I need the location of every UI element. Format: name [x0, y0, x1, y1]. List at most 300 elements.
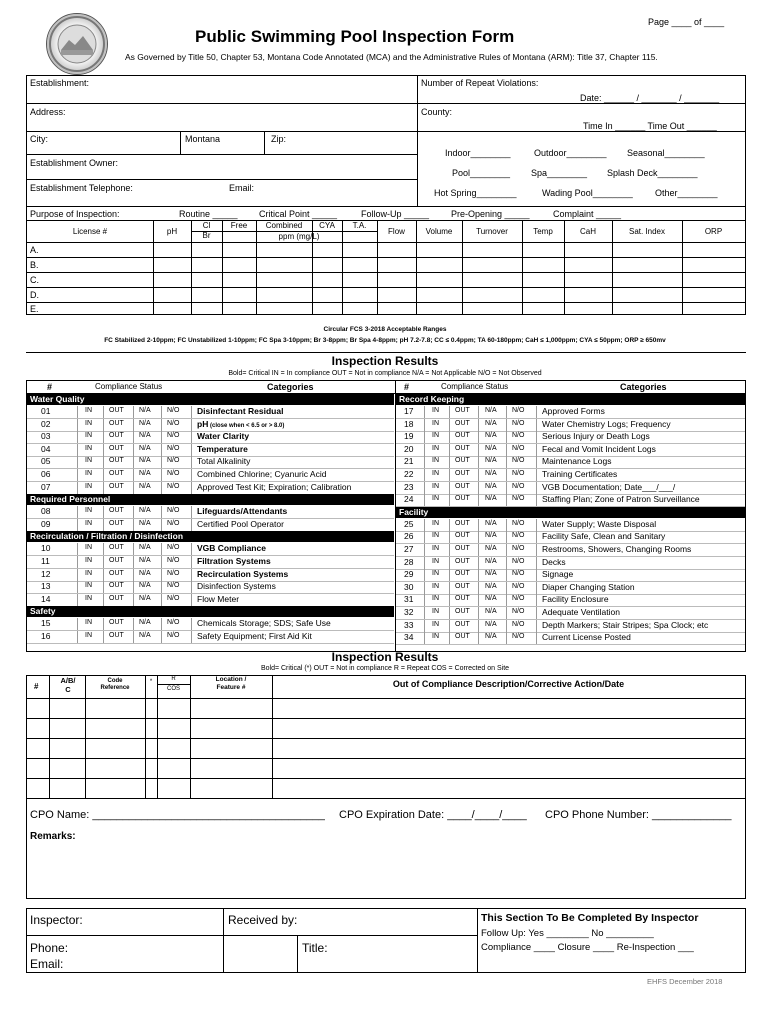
category-label: [542, 519, 656, 529]
status-option-no[interactable]: N/O: [512, 495, 525, 503]
status-option-na[interactable]: N/A: [485, 595, 497, 603]
outcome-field[interactable]: Compliance ____ Closure ____ Re-Inspection ___: [481, 942, 694, 953]
address-field[interactable]: Address:: [30, 107, 66, 117]
category-text: Maintenance Logs: [542, 456, 612, 467]
item-number: 17: [404, 406, 414, 416]
cl-header: Cl: [202, 221, 211, 230]
item-number: 07: [41, 481, 51, 492]
category-label: [197, 469, 326, 479]
ca-star-header: *: [149, 679, 153, 685]
hot-spring-field[interactable]: Hot Spring________: [434, 188, 517, 198]
status-option-in[interactable]: IN: [432, 532, 439, 540]
status-option-no[interactable]: N/O: [167, 432, 180, 440]
status-option-no[interactable]: N/O: [512, 570, 525, 578]
status-option-in[interactable]: IN: [85, 582, 92, 590]
category-label: [542, 419, 671, 429]
results2-title: Inspection Results: [331, 650, 439, 664]
category-text: Training Certificates: [542, 469, 618, 479]
combined-header: Combined: [265, 221, 303, 230]
owner-field[interactable]: Establishment Owner:: [30, 158, 119, 168]
status-option-in[interactable]: IN: [432, 519, 439, 527]
item-number: 13: [41, 581, 51, 592]
item-number: 01: [41, 406, 51, 416]
pre-opening-field[interactable]: Pre-Opening _____: [451, 209, 530, 219]
category-text: Diaper Changing Station: [542, 581, 635, 592]
status-option-na[interactable]: N/A: [485, 470, 497, 477]
category-text: Safety Equipment; First Aid Kit: [197, 631, 312, 641]
results-title: Inspection Results: [331, 354, 439, 368]
time-in-out-field[interactable]: Time In ______ Time Out ______: [583, 121, 717, 131]
item-number: 25: [404, 518, 414, 529]
status-option-na[interactable]: N/A: [485, 407, 497, 414]
status-option-no[interactable]: N/O: [167, 619, 180, 627]
status-option-na[interactable]: N/A: [139, 457, 151, 465]
status-option-na[interactable]: N/A: [485, 633, 497, 641]
status-option-out[interactable]: OUT: [455, 419, 470, 427]
status-option-na[interactable]: N/A: [485, 419, 497, 427]
item-number: 32: [404, 607, 414, 617]
item-number: 28: [404, 556, 414, 567]
status-option-in[interactable]: IN: [85, 632, 92, 639]
temp-header: Temp: [533, 227, 553, 236]
item-number: 16: [41, 631, 51, 641]
status-option-no[interactable]: N/O: [512, 432, 525, 440]
category-text: Chemicals Storage; SDS; Safe Use: [197, 618, 331, 629]
status-option-out[interactable]: OUT: [109, 569, 124, 577]
category-label: [542, 406, 605, 416]
category-text: Decks: [542, 556, 566, 567]
item-number: 24: [404, 494, 414, 505]
status-option-na[interactable]: N/A: [139, 407, 151, 414]
status-option-in[interactable]: IN: [432, 557, 439, 565]
results-legend: Bold= Critical IN = In compliance OUT = Not in compliance N/A = Not Applicable N/O = Not Observed: [228, 370, 542, 377]
category-text: Depth Markers; Stair Stripes; Spa Clock; etc: [542, 619, 709, 630]
city-field[interactable]: City:: [30, 134, 48, 144]
compliance-table: [26, 380, 746, 652]
status-option-in[interactable]: IN: [432, 457, 439, 465]
ca-abc-header: A/B/ C: [60, 676, 76, 694]
item-number: 11: [41, 556, 50, 566]
status-option-na[interactable]: N/A: [485, 457, 497, 465]
ca-description-header: Out of Compliance Description/Corrective Action/Date: [392, 679, 625, 689]
category-text: VGB Compliance: [197, 543, 266, 554]
volume-header: Volume: [425, 227, 453, 236]
category-label: [197, 482, 351, 492]
left-num-header: #: [47, 382, 53, 392]
status-option-no[interactable]: N/O: [512, 620, 525, 628]
left-categories-header: Categories: [267, 382, 314, 392]
status-option-in[interactable]: IN: [432, 495, 439, 503]
status-option-no[interactable]: N/O: [512, 470, 525, 477]
form-title: Public Swimming Pool Inspection Form: [195, 27, 515, 46]
item-number: 31: [404, 594, 414, 605]
status-option-out[interactable]: OUT: [109, 519, 124, 527]
status-option-in[interactable]: IN: [85, 444, 92, 452]
category-text: Disinfection Systems: [197, 581, 276, 592]
status-option-no[interactable]: N/O: [512, 482, 525, 490]
category-label: [197, 406, 283, 416]
category-label: [197, 631, 312, 641]
item-number: 05: [41, 456, 51, 467]
status-option-na[interactable]: N/A: [485, 532, 497, 540]
status-option-no[interactable]: N/O: [512, 595, 525, 603]
status-option-out[interactable]: OUT: [109, 432, 124, 440]
status-option-in[interactable]: IN: [432, 470, 439, 477]
orp-header: ORP: [704, 227, 723, 236]
item-number: 26: [404, 531, 414, 542]
status-option-in[interactable]: IN: [85, 619, 92, 627]
item-number: 22: [404, 469, 414, 479]
license-header: License #: [72, 227, 108, 236]
complaint-field[interactable]: Complaint _____: [553, 209, 622, 219]
form-footer-code: EHFS December 2018: [647, 977, 723, 986]
section-header: Safety: [27, 606, 394, 617]
category-text: Temperature: [197, 443, 248, 454]
item-number: 15: [41, 618, 51, 629]
status-option-no[interactable]: N/O: [512, 545, 525, 552]
status-option-na[interactable]: N/A: [139, 444, 151, 452]
page-number-label: Page ____ of ____: [648, 17, 725, 27]
category-text: Facility Enclosure: [542, 594, 609, 605]
status-option-out[interactable]: OUT: [455, 482, 470, 490]
cah-header: CaH: [579, 227, 596, 236]
status-option-na[interactable]: N/A: [139, 557, 151, 564]
status-option-no[interactable]: N/O: [512, 608, 525, 615]
category-label: [542, 569, 573, 579]
inspector-field[interactable]: Inspector:: [30, 913, 83, 927]
status-option-na[interactable]: N/A: [485, 519, 497, 527]
other-field[interactable]: Other________: [655, 188, 718, 198]
ppm-header: ppm (mg/L): [278, 232, 320, 241]
category-text: Fecal and Vomit Incident Logs: [542, 443, 656, 454]
category-text: Signage: [542, 569, 574, 580]
category-text: Certified Pool Operator: [197, 518, 284, 529]
email-field[interactable]: Email:: [229, 183, 255, 193]
status-option-in[interactable]: IN: [85, 482, 92, 490]
status-option-in[interactable]: IN: [85, 557, 92, 564]
status-option-no[interactable]: N/O: [167, 544, 180, 552]
status-option-out[interactable]: OUT: [109, 482, 124, 490]
status-option-in[interactable]: IN: [85, 519, 92, 527]
follow-up-field[interactable]: Follow-Up _____: [361, 209, 430, 219]
establishment-info-box: [26, 75, 746, 315]
status-option-in[interactable]: IN: [432, 444, 439, 452]
section-header: Recirculation / Filtration / Disinfection: [27, 531, 394, 542]
section-header: Water Quality: [27, 394, 394, 405]
status-option-no[interactable]: N/O: [512, 407, 525, 414]
status-option-in[interactable]: IN: [85, 432, 92, 440]
status-option-na[interactable]: N/A: [485, 444, 497, 452]
status-option-out[interactable]: OUT: [455, 444, 470, 452]
critical-point-field[interactable]: Critical Point _____: [259, 209, 338, 219]
status-option-na[interactable]: N/A: [139, 419, 151, 427]
license-row-c: C.: [30, 275, 39, 285]
item-number: 23: [404, 481, 414, 492]
status-option-no[interactable]: N/O: [167, 632, 180, 639]
status-option-out[interactable]: OUT: [455, 457, 470, 465]
category-text: Total Alkalinity: [197, 456, 251, 467]
status-option-na[interactable]: N/A: [485, 482, 497, 490]
right-status-header: Compliance Status: [441, 382, 509, 391]
cpo-name-field[interactable]: CPO Name: ______________________________________: [30, 809, 325, 821]
item-number: 20: [404, 443, 414, 454]
telephone-field[interactable]: Establishment Telephone:: [30, 183, 133, 193]
status-option-out[interactable]: OUT: [455, 582, 470, 590]
status-option-in[interactable]: IN: [85, 569, 92, 577]
category-text: Adequate Ventilation: [542, 607, 620, 617]
status-option-in[interactable]: IN: [432, 582, 439, 590]
county-field[interactable]: County:: [421, 107, 453, 117]
status-option-in[interactable]: IN: [85, 594, 92, 602]
ca-location-header: Location / Feature #: [215, 676, 247, 691]
status-option-no[interactable]: N/O: [167, 482, 180, 490]
status-option-no[interactable]: N/O: [167, 569, 180, 577]
remarks-field[interactable]: Remarks:: [30, 831, 76, 842]
status-option-na[interactable]: N/A: [485, 582, 497, 590]
status-option-out[interactable]: OUT: [455, 470, 470, 477]
category-text: Filtration Systems: [197, 556, 271, 566]
category-text: Approved Forms: [542, 406, 605, 416]
category-label: [542, 456, 611, 466]
status-option-in[interactable]: IN: [85, 419, 92, 427]
status-option-out[interactable]: OUT: [109, 470, 124, 477]
status-option-out[interactable]: OUT: [109, 407, 124, 414]
category-text: Flow Meter: [197, 593, 240, 604]
category-note: (close when < 6.5 or > 8.0): [208, 422, 285, 429]
status-option-in[interactable]: IN: [432, 407, 439, 414]
indoor-field[interactable]: Indoor________: [445, 148, 511, 158]
category-label: [197, 581, 276, 591]
status-option-no[interactable]: N/O: [167, 557, 180, 564]
inspector-section-title: This Section To Be Completed By Inspector: [481, 912, 699, 924]
status-option-out[interactable]: OUT: [109, 594, 124, 602]
status-option-na[interactable]: N/A: [485, 570, 497, 578]
status-option-na[interactable]: N/A: [139, 519, 151, 527]
status-option-out[interactable]: OUT: [455, 495, 470, 503]
routine-field[interactable]: Routine _____: [179, 209, 238, 219]
status-option-na[interactable]: N/A: [139, 619, 151, 627]
results2-legend: Bold= Critical (*) OUT = Not in compliance R = Repeat COS = Corrected on Site: [260, 665, 510, 672]
category-text: pH: [197, 418, 209, 429]
status-option-out[interactable]: OUT: [109, 507, 124, 515]
status-option-na[interactable]: N/A: [139, 594, 151, 602]
sat-index-header: Sat. Index: [628, 227, 666, 236]
status-option-in[interactable]: IN: [432, 432, 439, 440]
category-text: Combined Chlorine; Cyanuric Acid: [197, 469, 327, 479]
status-option-no[interactable]: N/O: [512, 457, 525, 465]
category-text: Disinfectant Residual: [197, 406, 284, 416]
form-subtitle: As Governed by Title 50, Chapter 53, Montana Code Annotated (MCA) and the Administrative Rules of Montana (ARM): Title 37, Chapter 115.: [125, 52, 658, 62]
item-number: 33: [404, 619, 414, 630]
category-label: [197, 543, 266, 553]
status-option-out[interactable]: OUT: [455, 633, 470, 641]
category-label: [197, 419, 284, 429]
status-option-out[interactable]: OUT: [109, 632, 124, 639]
status-option-in[interactable]: IN: [432, 633, 439, 641]
item-number: 02: [41, 418, 51, 429]
status-option-out[interactable]: OUT: [455, 608, 470, 615]
zip-field[interactable]: Zip:: [271, 134, 287, 144]
status-option-no[interactable]: N/O: [512, 532, 525, 540]
status-option-no[interactable]: N/O: [512, 419, 525, 427]
license-row-a: A.: [30, 245, 39, 255]
repeat-violations-field[interactable]: Number of Repeat Violations:: [421, 78, 539, 88]
status-option-no[interactable]: N/O: [167, 594, 180, 602]
status-option-in[interactable]: IN: [432, 482, 439, 490]
status-option-out[interactable]: OUT: [109, 619, 124, 627]
right-num-header: #: [404, 382, 410, 392]
status-option-in[interactable]: IN: [85, 470, 92, 477]
ta-header: T.A.: [352, 221, 367, 230]
category-text: Water Chemistry Logs; Frequency: [542, 418, 671, 429]
status-option-no[interactable]: N/O: [167, 444, 180, 452]
status-option-out[interactable]: OUT: [455, 407, 470, 414]
license-row-b: B.: [30, 260, 39, 270]
pool-field[interactable]: Pool________: [452, 168, 511, 178]
category-label: [542, 582, 635, 592]
status-option-no[interactable]: N/O: [512, 633, 525, 641]
category-text: Facility Safe, Clean and Sanitary: [542, 531, 666, 542]
status-option-out[interactable]: OUT: [455, 519, 470, 527]
category-label: [542, 494, 700, 504]
status-option-na[interactable]: N/A: [485, 608, 497, 615]
category-label: [197, 569, 288, 579]
status-option-na[interactable]: N/A: [485, 495, 497, 503]
category-label: [542, 607, 620, 617]
status-option-na[interactable]: N/A: [139, 507, 151, 515]
category-text: Recirculation Systems: [197, 568, 289, 579]
category-text: Water Supply; Waste Disposal: [542, 518, 657, 529]
status-option-in[interactable]: IN: [432, 419, 439, 427]
section-header: Required Personnel: [27, 494, 394, 505]
item-number: 21: [404, 456, 414, 467]
item-number: 29: [404, 569, 414, 580]
category-label: [197, 594, 239, 604]
category-label: [197, 618, 331, 628]
status-option-no[interactable]: N/O: [512, 557, 525, 565]
status-option-no[interactable]: N/O: [167, 507, 180, 515]
email-signoff-field[interactable]: Email:: [30, 957, 64, 971]
status-option-in[interactable]: IN: [432, 545, 439, 552]
status-option-out[interactable]: OUT: [455, 432, 470, 440]
status-option-out[interactable]: OUT: [455, 620, 470, 628]
status-option-na[interactable]: N/A: [139, 470, 151, 477]
flow-header: Flow: [388, 227, 405, 236]
status-option-na[interactable]: N/A: [139, 569, 151, 577]
category-label: [542, 444, 656, 454]
status-option-no[interactable]: N/O: [167, 419, 180, 427]
cpo-expiration-field[interactable]: CPO Expiration Date: ____/____/____: [339, 809, 527, 821]
status-option-no[interactable]: N/O: [512, 519, 525, 527]
status-option-no[interactable]: N/O: [167, 457, 180, 465]
status-option-in[interactable]: IN: [432, 620, 439, 628]
status-option-out[interactable]: OUT: [455, 595, 470, 603]
ca-code-header: Code Reference: [100, 678, 130, 691]
status-option-no[interactable]: N/O: [512, 444, 525, 452]
status-option-in[interactable]: IN: [432, 595, 439, 603]
category-label: [542, 531, 665, 541]
category-label: [197, 431, 249, 441]
status-option-out[interactable]: OUT: [455, 570, 470, 578]
status-option-na[interactable]: N/A: [139, 482, 151, 490]
category-text: Staffing Plan; Zone of Patron Surveillance: [542, 494, 700, 505]
inspection-date-field[interactable]: Date: ______ / _______ / _______: [580, 93, 720, 103]
status-option-in[interactable]: IN: [432, 570, 439, 578]
right-categories-header: Categories: [620, 382, 667, 392]
purpose-label: Purpose of Inspection:: [30, 209, 120, 219]
status-option-no[interactable]: N/O: [167, 407, 180, 414]
category-label: [542, 544, 691, 554]
status-option-no[interactable]: N/O: [167, 470, 180, 477]
ca-num-header: #: [34, 682, 39, 691]
status-option-out[interactable]: OUT: [109, 444, 124, 452]
item-number: 12: [41, 568, 51, 579]
category-text: Restrooms, Showers, Changing Rooms: [542, 544, 692, 554]
follow-up-yes-no-field[interactable]: Follow Up: Yes ________ No _________: [481, 928, 654, 939]
status-option-out[interactable]: OUT: [109, 457, 124, 465]
status-option-na[interactable]: N/A: [485, 545, 497, 552]
category-text: Serious Injury or Death Logs: [542, 431, 650, 442]
status-option-na[interactable]: N/A: [139, 432, 151, 440]
item-number: 03: [41, 431, 51, 442]
status-option-out[interactable]: OUT: [109, 544, 124, 552]
category-text: VGB Documentation; Date___/___/: [542, 481, 676, 492]
received-by-field[interactable]: Received by:: [228, 913, 298, 927]
seasonal-field[interactable]: Seasonal________: [627, 148, 705, 158]
status-option-in[interactable]: IN: [432, 608, 439, 615]
phone-field[interactable]: Phone:: [30, 941, 69, 955]
status-option-in[interactable]: IN: [85, 544, 92, 552]
status-option-out[interactable]: OUT: [455, 557, 470, 565]
status-option-na[interactable]: N/A: [485, 620, 497, 628]
status-option-out[interactable]: OUT: [109, 557, 124, 564]
title-field[interactable]: Title:: [302, 941, 328, 955]
item-number: 18: [404, 418, 414, 429]
status-option-na[interactable]: N/A: [139, 544, 151, 552]
status-option-no[interactable]: N/O: [167, 519, 180, 527]
category-label: [197, 456, 250, 466]
item-number: 06: [41, 469, 51, 479]
status-option-na[interactable]: N/A: [485, 432, 497, 440]
status-option-no[interactable]: N/O: [512, 582, 525, 590]
wading-pool-field[interactable]: Wading Pool________: [542, 188, 633, 198]
status-option-na[interactable]: N/A: [139, 582, 151, 590]
status-option-out[interactable]: OUT: [109, 582, 124, 590]
status-option-out[interactable]: OUT: [455, 532, 470, 540]
state-seal-logo: [46, 13, 108, 75]
establishment-name-field[interactable]: Establishment:: [30, 78, 90, 88]
outdoor-field[interactable]: Outdoor________: [534, 148, 607, 158]
state-label: Montana: [185, 134, 221, 144]
corrective-action-table: [26, 675, 746, 899]
item-number: 08: [41, 506, 51, 517]
item-number: 19: [404, 431, 414, 442]
splash-deck-field[interactable]: Splash Deck________: [607, 168, 698, 178]
status-option-in[interactable]: IN: [85, 407, 92, 414]
cpo-phone-field[interactable]: CPO Phone Number: _____________: [545, 809, 732, 821]
grid-line: [396, 644, 745, 645]
status-option-na[interactable]: N/A: [485, 557, 497, 565]
status-option-out[interactable]: OUT: [109, 419, 124, 427]
status-option-in[interactable]: IN: [85, 457, 92, 465]
status-option-na[interactable]: N/A: [139, 632, 151, 639]
status-option-out[interactable]: OUT: [455, 545, 470, 552]
spa-field[interactable]: Spa________: [531, 168, 588, 178]
section-header: Facility: [396, 507, 745, 518]
ph-header: pH: [166, 227, 178, 236]
status-option-no[interactable]: N/O: [167, 582, 180, 590]
status-option-in[interactable]: IN: [85, 507, 92, 515]
